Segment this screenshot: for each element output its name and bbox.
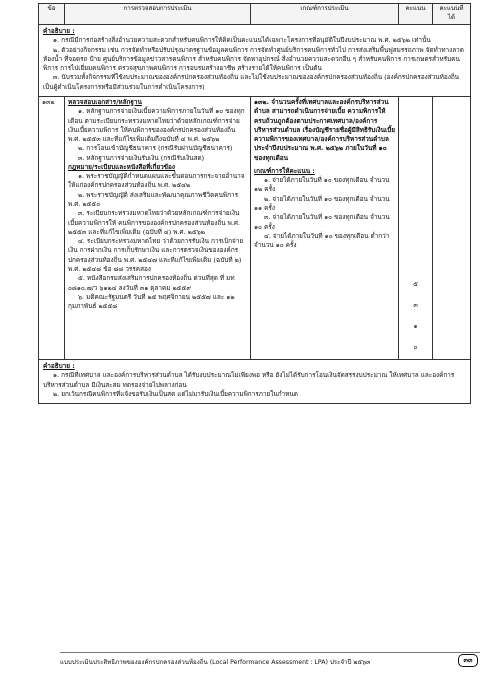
document-item-2: ๒. การโอนเข้าบัญชีธนาคาร (กรณีรับผ่านบัญชีธนาคาร) (78, 144, 233, 153)
footer-text: แบบประเมินประสิทธิภาพขององค์กรปกครองส่วนท้องถิ่น (Local Performance Assessment : LPA) ประจำปี ๒๕๖๓ (60, 659, 371, 666)
column-header-topic: การตรวจสอบการประเมิน (65, 4, 251, 25)
law-item-3: ๓. ระเบียบกระทรวงมหาดไทยว่าด้วยหลักเกณฑ์การจ่ายเงินเบี้ยความพิการให้ คนพิการขององค์กรปกครองส่วนท้องถิ่น พ.ศ. ๒๕๕๓ และที่แก้ไขเพิ่มเติม (ฉบับที่ ๔) พ.ศ. ๒๕๖๒ (68, 209, 240, 236)
item-evidence-cell (65, 96, 251, 359)
criteria-title: ๑๓๒. จำนวนครั้งที่เทศบาลและองค์กรบริหารส่วนตำบล สามารถดำเนินการจ่ายเบี้ย ความพิการให้ครบถ้วนถูกต้องตามประกาศเทศบาล/องค์การบริหารส่วนตำบล เรื่องบัญชีรายชื่อผู้มีสิทธิรับเงินเบี้ยความพิการของเทศบาล/องค์การบริหารส่วนตำบลประจำปีงบประมาณ พ.ศ. ๒๕๖๒ ภายในวันที่ ๑๐ ของทุกเดือน (254, 97, 395, 162)
law-item-6: ๖. มติคณะรัฐมนตรี วันที่ ๒๕ พฤศจิกายน ๒๕๕๗ และ ๑๒ กุมภาพันธ์ ๒๕๕๘ (68, 292, 235, 311)
page-number: ๓๓ (458, 654, 478, 667)
laws-heading: กฎหมาย/ระเบียบและหนังสือที่เกี่ยวข้อง (68, 162, 175, 171)
item-row (39, 96, 471, 359)
intro-explanation (39, 24, 471, 96)
document-item-1: ๑. หลักฐานการจ่ายเงินเบี้ยความพิการภายในวันที่ ๑๐ ของทุกเดือน ตามระเบียบกระทรวงมหาดไทยว่าด้วยหลักเกณฑ์การจ่ายเงินเบี้ยความพิการ ให้คนพิการขององค์กรปกครองส่วนท้องถิ่น พ.ศ. ๒๕๕๓ และที่แก้ไขเพิ่มเติมถึงฉบับที่ ๔ พ.ศ. ๒๕๖๒ (68, 107, 245, 144)
outro-explanation-heading: คำอธิบาย : (43, 361, 75, 370)
table-header-row (39, 4, 471, 25)
column-header-no: ข้อ (39, 4, 65, 25)
outro-explanation-row (39, 359, 471, 403)
item-result-cell (433, 96, 471, 359)
outro-paragraph-2: ๒. ยกเว้นกรณีคนพิการที่แจ้งขอรับเงินเป็นสด แต่ไม่มารับเงินเบี้ยความพิการภายในกำหนด (53, 389, 298, 398)
intro-explanation-row (39, 24, 471, 96)
rubric-item-2: ๒. จ่ายได้ภายในวันที่ ๑๐ ของทุกเดือน จำนวน ๑๑ ครั้ง (254, 194, 390, 213)
rubric-item-3: ๓. จ่ายได้ภายในวันที่ ๑๐ ของทุกเดือน จำนวน ๑๐ ครั้ง (254, 213, 390, 231)
rubric-score-3: ๑ (413, 321, 418, 330)
rubric-score-1: ๕ (413, 279, 418, 288)
item-criteria-cell (251, 96, 399, 359)
rubric-heading: เกณฑ์การให้คะแนน : (254, 166, 315, 175)
assessment-page (38, 3, 470, 404)
rubric-item-1: ๑. จ่ายได้ภายในวันที่ ๑๐ ของทุกเดือน จำนวน ๑๒ ครั้ง (254, 176, 390, 194)
intro-paragraph-2: ๒. ตัวอย่างกิจกรรม เช่น การจัดทำหรือปรับปรุงมาตรฐานข้อมูลคนพิการ การจัดทำศูนย์บริการคนพิการทั่วไป การส่งเสริมพื้นฟูสมรรถภาพ จัดทำทางลาด ห้องน้ำ ที่จอดรถ ป้าย ศูนย์บริการข้อมูลข่าวสารคนพิการ สำหรับคนพิการ จัดหาอุปกรณ์ สิ่งอำนวยความสะดวกอื่น ๆ สำหรับคนพิการ การเกษตรสำหรับคนพิการ การไปเยี่ยมคนพิการ ตรวจสุขภาพคนพิการ การอบรมสร้างอาชีพ สร้างรายได้ให้คนพิการ เป็นต้น (43, 45, 464, 73)
column-header-score: คะแนน (399, 4, 433, 25)
rubric-item-4: ๔. จ่ายได้ภายในวันที่ ๑๐ ของทุกเดือน ต่ำกว่า จำนวน ๑๐ ครั้ง (254, 231, 390, 250)
intro-explanation-heading: คำอธิบาย : (43, 26, 75, 35)
law-item-4: ๔. ระเบียบกระทรวงมหาดไทย ว่าด้วยการรับเงิน การเบิกจ่ายเงิน การฝากเงิน การเก็บรักษาเงิน และการตรวจเงินขององค์กรปกครองส่วนท้องถิ่น พ.ศ. ๒๕๔๗ และที่แก้ไขเพิ่มเติม (ฉบับที่ ๒) พ.ศ. ๒๕๔๘ ข้อ ๘๘ วรรคสอง (68, 237, 244, 273)
outro-paragraph-1: ๑. กรณีที่เทศบาล และองค์การบริหารส่วนตำบล ได้รับงบประมาณไม่เพียงพอ หรือ ยังไม่ได้รับการโอนเงินจัดสรรงบประมาณ ให้เทศบาล และองค์การบริหารส่วนตำบล มีเงินสะสม ทดรองจ่ายไปพลางก่อน (43, 371, 455, 389)
intro-paragraph-1: ๑. กรณีมีการก่อสร้างสิ่งอำนวยความสะดวกสำหรับคนพิการให้คิดเป็นคะแนนได้เฉพาะโครงการที่อนุมัติในปีงบประมาณ พ.ศ. ๒๕๖๒ เท่านั้น (53, 36, 431, 45)
rubric-score-2: ๓ (413, 300, 418, 309)
column-header-result: คะแนนที่ได้ (433, 4, 471, 25)
column-header-criteria: เกณฑ์การประเมิน (251, 4, 399, 25)
law-item-1: ๑. พระราชบัญญัติกำหนดแผนและขั้นตอนการกระจายอำนาจให้แก่องค์กรปกครองส่วนท้องถิ่น พ.ศ. ๒๕๔๒ (68, 172, 245, 190)
assessment-table (38, 3, 471, 404)
page-footer (60, 652, 480, 670)
intro-paragraph-3: ๓. นับรวมทั้งกิจกรรมที่ใช้งบประมาณขององค์กรปกครองส่วนท้องถิ่น และไม่ใช้งบประมาณขององค์กรปกครองส่วนท้องถิ่น (องค์กรปกครองส่วนท้องถิ่น เป็นผู้ดำเนินโครงการหรือมีส่วนร่วมในการดำเนินโครงการ) (43, 73, 460, 91)
outro-explanation (39, 359, 471, 403)
document-item-3: ๓. หลักฐานการจ่ายเงินรับเงิน (กรณีรับเงินสด) (78, 153, 205, 162)
item-number: ๑๓๒ (39, 96, 65, 359)
item-score-cell (399, 96, 433, 359)
law-item-5: ๕. หนังสือกรมส่งเสริมการปกครองท้องถิ่น ด่วนที่สุด ที่ มท ๐๘๑๐.๗/ว ๖๑๒๔ ลงวันที่ ๓๑ ตุลาคม ๒๕๕๙ (68, 274, 235, 292)
law-item-2: ๒. พระราชบัญญัติ ส่งเสริมและพัฒนาคุณภาพชีวิตคนพิการ พ.ศ. ๒๕๕๐ (68, 190, 239, 209)
documents-heading: หลวจสอบเอกสาร/หลักฐาน (68, 97, 142, 106)
rubric-score-4: ๐ (413, 342, 418, 351)
